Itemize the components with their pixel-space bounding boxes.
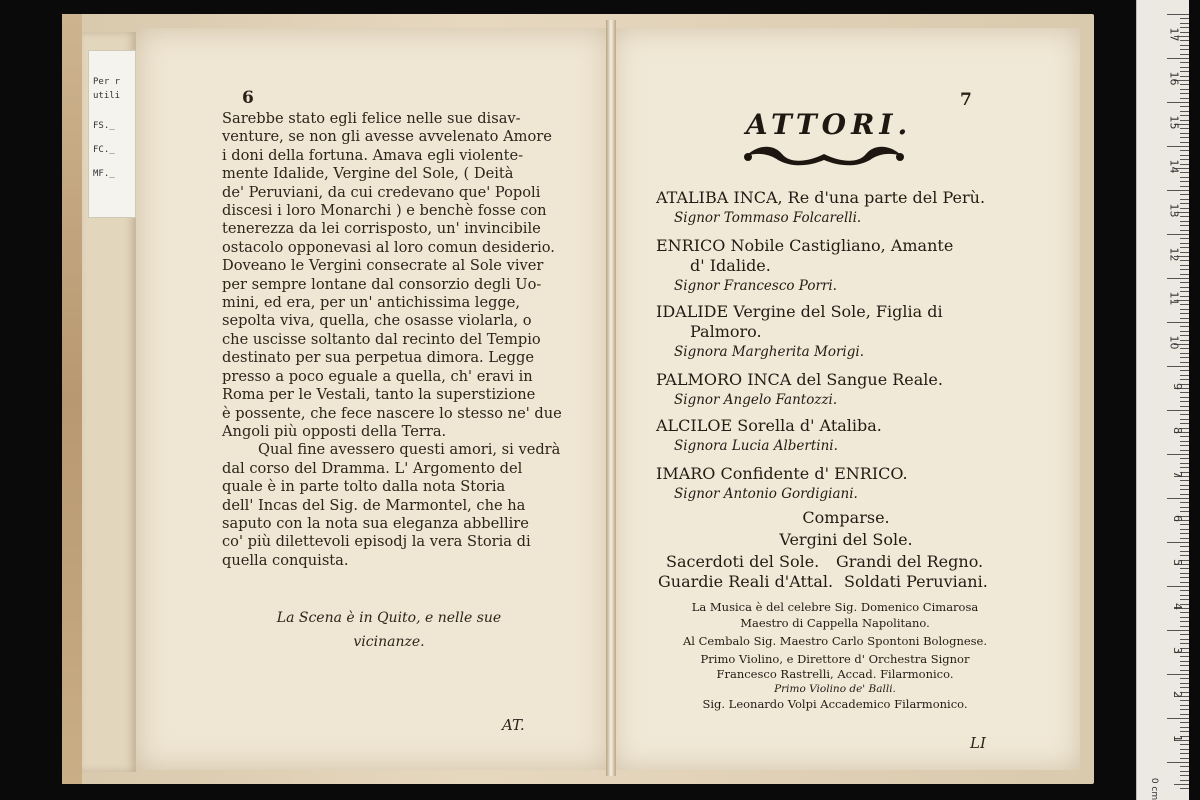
text-line: quale è in parte tolto dalla nota Storia (222, 478, 506, 496)
ruler-tick (1180, 406, 1189, 407)
cast-role: ENRICO Nobile Castigliano, Amante (656, 236, 954, 255)
ruler-tick (1180, 128, 1189, 129)
ruler-tick (1180, 106, 1189, 107)
credit-line: Sig. Leonardo Volpi Accademico Filarmonico. (702, 697, 968, 711)
text-line: dell' Incas del Sig. de Marmontel, che ha (222, 496, 526, 514)
ruler-tick (1180, 287, 1189, 288)
ruler-tick (1180, 590, 1189, 591)
cast-role: ALCILOE Sorella d' Ataliba. (656, 416, 882, 435)
ruler-tick (1180, 76, 1189, 77)
ruler-tick (1180, 731, 1189, 732)
ruler-tick (1180, 463, 1189, 464)
ruler-tick (1180, 221, 1189, 222)
ruler-tick (1180, 32, 1189, 33)
text-line: ostacolo opponevasi al loro comun desiderio. (222, 238, 555, 256)
ruler-tick (1180, 67, 1189, 68)
ruler-tick (1167, 410, 1189, 411)
text-line: saputo con la nota sua eleganza abbellire (222, 514, 529, 532)
ruler-tick (1180, 181, 1189, 182)
ruler-tick (1180, 93, 1189, 94)
cast-heading: ATTORI. (745, 108, 913, 141)
ruler-tick (1180, 617, 1189, 618)
cast-singer: Signor Francesco Porri. (674, 278, 837, 294)
ruler-tick (1180, 766, 1189, 767)
ruler-tick (1180, 788, 1189, 789)
ruler-tick (1180, 771, 1189, 772)
text-line: è possente, che fece nascere lo stesso ne' due (222, 404, 562, 422)
ruler-tick (1180, 194, 1189, 195)
ruler-tick (1180, 260, 1189, 261)
ruler-number: 5 (1171, 559, 1184, 566)
ruler-tick (1180, 744, 1189, 745)
ruler-tick (1180, 155, 1189, 156)
slip-line: utili (93, 91, 121, 101)
text-line: Angoli più opposti della Terra. (222, 422, 447, 440)
ruler-tick (1180, 159, 1189, 160)
cast-role: PALMORO INCA del Sangue Reale. (656, 370, 943, 389)
ruler-tick (1180, 582, 1189, 583)
text-line: dal corso del Dramma. L' Argomento del (222, 459, 523, 477)
ruler-number: 10 (1167, 335, 1181, 350)
ruler-tick (1180, 177, 1189, 178)
ruler-tick (1180, 709, 1189, 710)
ruler-tick (1180, 18, 1189, 19)
credit-line: Primo Violino, e Direttore d' Orchestra Signor (700, 652, 970, 666)
ruler-tick (1167, 14, 1189, 15)
ruler-tick (1180, 49, 1189, 50)
extras-item: Grandi del Regno. (836, 552, 984, 571)
ruler-tick (1180, 172, 1189, 173)
ruler-unit: 0 cm (1149, 777, 1160, 800)
ruler-tick (1180, 208, 1189, 209)
ruler-tick (1180, 274, 1189, 275)
ruler-tick (1180, 621, 1189, 622)
text-line: venture, se non gli avesse avvelenato Amore (222, 128, 552, 146)
cast-singer: Signora Margherita Morigi. (674, 344, 864, 360)
ruler-tick (1180, 419, 1189, 420)
ruler-tick (1180, 397, 1189, 398)
ruler-tick (1180, 230, 1189, 231)
ruler-tick (1180, 687, 1189, 688)
ruler-tick (1180, 313, 1189, 314)
ruler-tick (1180, 71, 1189, 72)
ruler-tick (1180, 639, 1189, 640)
ruler-tick (1180, 758, 1189, 759)
text-line: i doni della fortuna. Amava egli violente- (222, 146, 524, 164)
ruler-tick (1167, 366, 1189, 367)
text-line: mini, ed era, per un' antichissima legge, (222, 294, 521, 312)
credit-line: Francesco Rastrelli, Accad. Filarmonico. (716, 667, 954, 681)
ruler-tick (1180, 203, 1189, 204)
ruler-tick (1180, 577, 1189, 578)
ruler-tick (1180, 538, 1189, 539)
ruler-tick (1180, 133, 1189, 134)
ruler-tick (1180, 551, 1189, 552)
slip-line: FC._ (93, 145, 115, 155)
ruler-tick (1180, 599, 1189, 600)
ruler-tick (1180, 375, 1189, 376)
ruler-tick (1180, 714, 1189, 715)
ruler-tick (1180, 357, 1189, 358)
ruler-tick (1180, 54, 1189, 55)
ruler-tick (1180, 348, 1189, 349)
slip-line: MF._ (93, 169, 115, 179)
left-catchword: AT. (502, 716, 525, 734)
ruler-tick (1167, 674, 1189, 675)
ruler-tick (1167, 190, 1189, 191)
ruler-tick (1180, 683, 1189, 684)
ruler-tick (1180, 511, 1189, 512)
ruler-tick (1180, 362, 1189, 363)
ruler-tick (1167, 234, 1189, 235)
ruler-number: 12 (1167, 247, 1181, 262)
ruler-tick (1180, 353, 1189, 354)
extras-item: Sacerdoti del Sole. (666, 552, 820, 571)
ruler-tick (1180, 282, 1189, 283)
ruler-number: 13 (1167, 203, 1181, 218)
ruler-tick (1180, 265, 1189, 266)
ruler-tick (1180, 142, 1189, 143)
text-line: Qual fine avessero questi amori, si vedrà (258, 441, 561, 459)
cast-singer: Signor Angelo Fantozzi. (674, 392, 838, 408)
ruler-number: 8 (1171, 427, 1184, 434)
ruler-tick (1180, 705, 1189, 706)
credit-line: Primo Violino de' Balli. (774, 683, 896, 695)
text-line: per sempre lontane dal consorzio degli Uo- (222, 275, 542, 293)
ruler-tick (1167, 718, 1189, 719)
right-catchword: LI (970, 734, 986, 752)
preface-text (222, 110, 562, 570)
measurement-ruler (1136, 0, 1189, 800)
ruler-tick (1167, 542, 1189, 543)
ruler-tick (1180, 524, 1189, 525)
ruler-tick (1180, 225, 1189, 226)
ruler-tick (1180, 533, 1189, 534)
vergini-line: Vergini del Sole. (779, 530, 913, 549)
ruler-tick (1180, 494, 1189, 495)
ruler-tick (1180, 269, 1189, 270)
ruler-tick (1167, 454, 1189, 455)
text-line: sepolta viva, quella, che osasse violarla, o (222, 312, 532, 330)
scene-note (258, 606, 520, 654)
comparse-heading: Comparse. (802, 508, 890, 527)
scene-line: vicinanze. (353, 634, 425, 650)
ruler-tick (1180, 749, 1189, 750)
ruler-tick (1180, 340, 1189, 341)
cast-role-cont: Palmoro. (690, 322, 762, 341)
ruler-tick (1180, 423, 1189, 424)
ruler-tick (1180, 84, 1189, 85)
ruler-tick (1180, 665, 1189, 666)
ruler-number: 17 (1167, 27, 1181, 42)
ruler-tick (1180, 670, 1189, 671)
ruler-tick (1180, 678, 1189, 679)
left-page-number: 6 (242, 88, 254, 108)
ruler-tick (1180, 656, 1189, 657)
ruler-tick (1180, 414, 1189, 415)
ruler-tick (1180, 568, 1189, 569)
text-line: discesi i loro Monarchi ) e benchè fosse con (222, 202, 547, 220)
ruler-tick (1180, 480, 1189, 481)
ruler-tick (1180, 304, 1189, 305)
text-line: Doveano le Vergini consecrate al Sole viver (222, 257, 544, 275)
ruler-tick (1180, 331, 1189, 332)
text-line: presso a poco eguale a quella, ch' eravi in (222, 367, 533, 385)
ruler-number: 3 (1171, 647, 1184, 654)
ruler-tick (1180, 661, 1189, 662)
ruler-tick (1180, 335, 1189, 336)
cast-singer: Signor Tommaso Folcarelli. (674, 210, 862, 226)
ruler-number: 2 (1171, 691, 1184, 698)
right-page-number: 7 (960, 90, 972, 110)
ruler-tick (1180, 436, 1189, 437)
board-edge (62, 14, 82, 784)
ruler-tick (1180, 115, 1189, 116)
cast-role: IDALIDE Vergine del Sole, Figlia di (656, 302, 943, 321)
ruler-tick (1180, 612, 1189, 613)
ruler-tick (1167, 278, 1189, 279)
ruler-tick (1180, 370, 1189, 371)
ruler-tick (1180, 722, 1189, 723)
ruler-tick (1167, 146, 1189, 147)
ruler-tick (1180, 238, 1189, 239)
credit-line: La Musica è del celebre Sig. Domenico Cimarosa (691, 600, 979, 614)
text-line: che uscisse soltanto dal recinto del Tempio (222, 330, 541, 348)
ruler-tick (1180, 62, 1189, 63)
ruler-tick (1180, 309, 1189, 310)
ruler-tick (1180, 458, 1189, 459)
ruler-tick (1180, 450, 1189, 451)
ruler-number: 11 (1167, 291, 1181, 306)
slip-line: FS._ (93, 121, 115, 131)
ruler-tick (1180, 727, 1189, 728)
ruler-number: 16 (1167, 71, 1181, 86)
ornament-flourish-icon (738, 142, 910, 170)
cast-role-cont: d' Idalide. (690, 256, 771, 275)
ruler-tick (1180, 546, 1189, 547)
ruler-tick (1180, 753, 1189, 754)
ruler-tick (1167, 630, 1189, 631)
cast-role: IMARO Confidente d' ENRICO. (656, 464, 908, 483)
scene-line: La Scena è in Quito, e nelle sue (276, 610, 502, 626)
text-line: mente Idalide, Vergine del Sole, ( Deità (222, 165, 514, 183)
ruler-tick (1180, 780, 1189, 781)
extras-item: Guardie Reali d'Attal. (658, 572, 834, 591)
ruler-number: 15 (1167, 115, 1181, 130)
ruler-tick (1180, 485, 1189, 486)
ruler-tick (1180, 199, 1189, 200)
ruler-tick (1180, 150, 1189, 151)
text-line: destinato per sua perpetua dimora. Legge (222, 349, 534, 367)
catalog-slip (88, 50, 136, 218)
cast-singer: Signora Lucia Albertini. (674, 438, 838, 454)
ruler-tick (1167, 586, 1189, 587)
ruler-number: 4 (1171, 603, 1184, 610)
ruler-tick (1180, 401, 1189, 402)
ruler-tick (1180, 626, 1189, 627)
ruler-tick (1174, 784, 1189, 785)
ruler-tick (1180, 291, 1189, 292)
ruler-number: 6 (1171, 515, 1184, 522)
text-line: de' Peruviani, da cui credevano que' Popoli (222, 183, 541, 201)
ruler-tick (1180, 555, 1189, 556)
ruler-tick (1180, 379, 1189, 380)
ruler-tick (1180, 40, 1189, 41)
credit-line: Al Cembalo Sig. Maestro Carlo Spontoni Bolognese. (682, 634, 988, 648)
ruler-number: 1 (1171, 735, 1184, 742)
ruler-tick (1180, 700, 1189, 701)
ruler-tick (1180, 318, 1189, 319)
ruler-tick (1180, 326, 1189, 327)
ruler-tick (1180, 775, 1189, 776)
ruler-tick (1180, 111, 1189, 112)
ruler-tick (1180, 45, 1189, 46)
ruler-tick (1180, 595, 1189, 596)
ruler-tick (1180, 89, 1189, 90)
text-line: Roma per le Vestali, tanto la superstizione (222, 386, 536, 404)
text-line: co' più dilettevoli episodj la vera Storia di (222, 533, 531, 551)
slip-line: Per r (93, 77, 121, 87)
ruler-tick (1180, 243, 1189, 244)
text-line: tenerezza da lei corrisposto, un' invincibile (222, 220, 541, 238)
ruler-tick (1180, 137, 1189, 138)
ruler-tick (1180, 507, 1189, 508)
credit-line: Maestro di Cappella Napolitano. (740, 616, 930, 630)
ruler-tick (1180, 27, 1189, 28)
ruler-tick (1180, 392, 1189, 393)
ruler-tick (1180, 441, 1189, 442)
ruler-tick (1180, 489, 1189, 490)
ruler-number: 7 (1171, 471, 1184, 478)
ruler-tick (1180, 216, 1189, 217)
ruler-tick (1180, 120, 1189, 121)
ruler-tick (1167, 58, 1189, 59)
ruler-tick (1180, 573, 1189, 574)
ruler-tick (1167, 322, 1189, 323)
ruler-tick (1180, 529, 1189, 530)
ruler-tick (1167, 762, 1189, 763)
ruler-tick (1180, 98, 1189, 99)
extras-item: Soldati Peruviani. (844, 572, 988, 591)
ruler-number: 14 (1167, 159, 1181, 174)
ruler-tick (1180, 467, 1189, 468)
ruler-tick (1180, 23, 1189, 24)
ruler-tick (1180, 502, 1189, 503)
ruler-tick (1180, 252, 1189, 253)
ruler-tick (1180, 634, 1189, 635)
ruler-number: 9 (1171, 383, 1184, 390)
text-line: quella conquista. (222, 551, 349, 569)
ruler-tick (1180, 186, 1189, 187)
ruler-tick (1180, 643, 1189, 644)
ruler-tick (1180, 445, 1189, 446)
ruler-tick (1180, 164, 1189, 165)
ruler-tick (1167, 102, 1189, 103)
cast-singer: Signor Antonio Gordigiani. (674, 486, 858, 502)
ruler-tick (1167, 498, 1189, 499)
text-line: Sarebbe stato egli felice nelle sue disav- (222, 110, 521, 127)
ruler-tick (1180, 296, 1189, 297)
cast-role: ATALIBA INCA, Re d'una parte del Perù. (656, 188, 986, 207)
ruler-tick (1180, 247, 1189, 248)
